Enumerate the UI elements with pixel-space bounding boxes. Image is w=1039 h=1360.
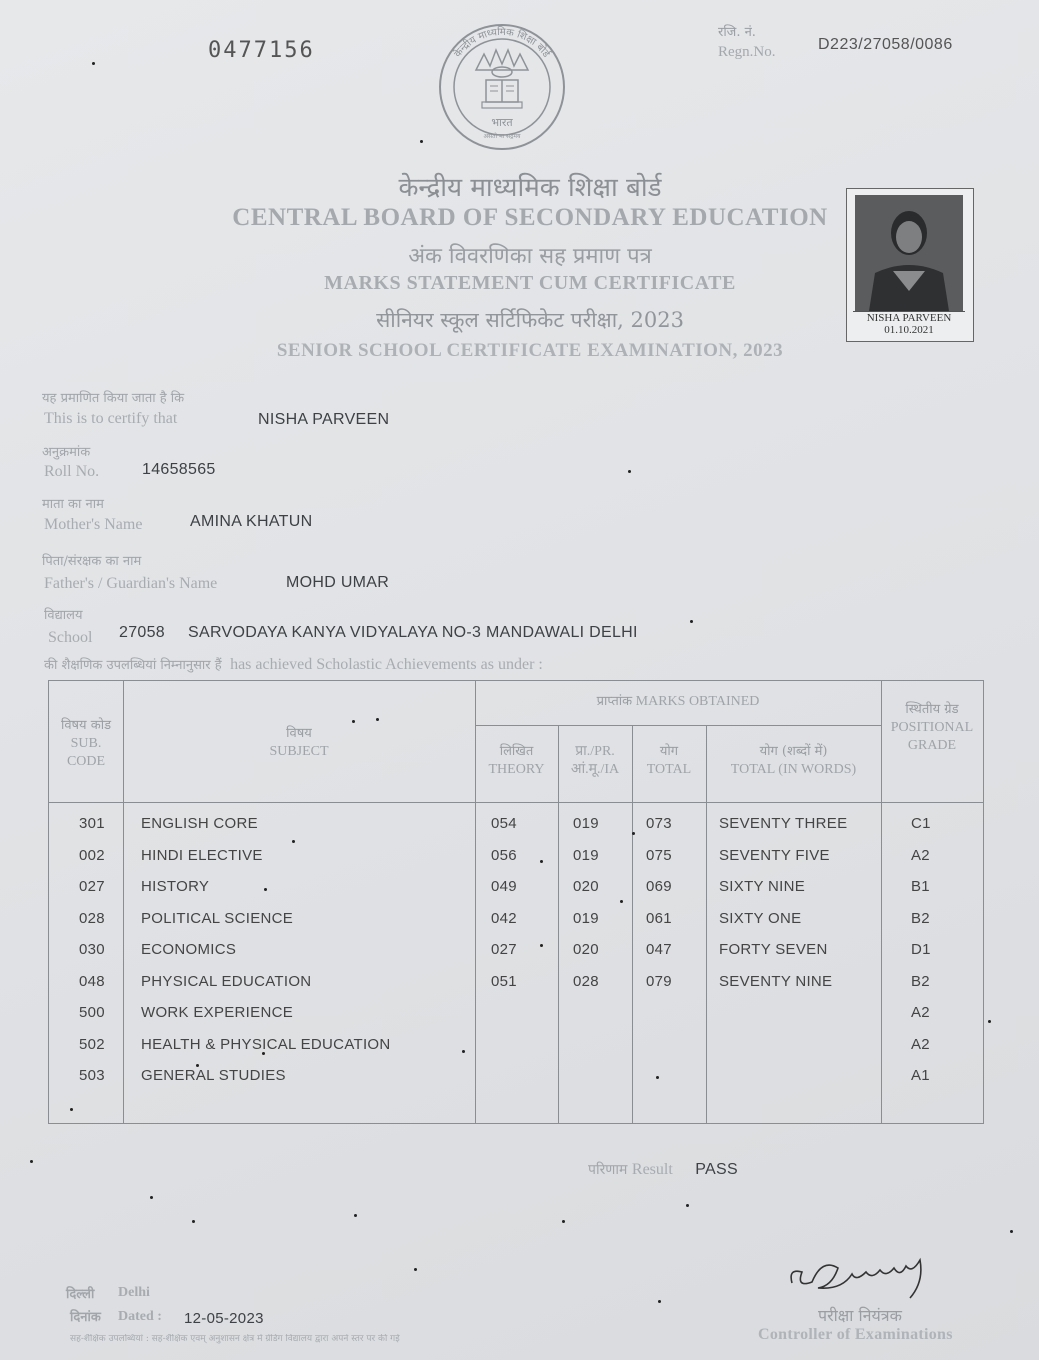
roll-number: 14658565: [142, 461, 216, 478]
photo-date: 01.10.2021: [884, 324, 934, 336]
cell-theory: 049: [491, 878, 517, 895]
cell-total: 047: [646, 941, 672, 958]
controller-signature: [782, 1238, 952, 1308]
svg-text:भारत: भारत: [491, 116, 513, 129]
speck: [658, 1300, 661, 1303]
speck: [686, 1204, 689, 1207]
cell-subject: HEALTH & PHYSICAL EDUCATION: [141, 1035, 391, 1053]
mother-label: Mother's Name: [44, 516, 143, 533]
speck: [352, 720, 355, 723]
speck: [92, 62, 95, 65]
header-subject: विषय SUBJECT: [269, 726, 329, 759]
speck: [562, 1220, 565, 1223]
cell-subject: PHYSICAL EDUCATION: [141, 972, 312, 990]
student-photo: [846, 188, 974, 342]
speck: [292, 840, 295, 843]
dated-label-hindi: दिनांक: [70, 1310, 101, 1325]
cell-code: 503: [79, 1067, 105, 1084]
cell-practical: 019: [573, 909, 599, 927]
roll-label: Roll No.: [44, 463, 100, 480]
roll-label-hindi: अनुक्रमांक: [42, 445, 91, 460]
speck: [1010, 1230, 1013, 1233]
cell-grade: A2: [911, 846, 930, 864]
speck: [540, 860, 543, 863]
cell-words: SIXTY ONE: [719, 909, 802, 927]
cell-subject: GENERAL STUDIES: [141, 1067, 286, 1084]
cell-grade: B2: [911, 972, 930, 990]
cell-theory: 042: [491, 909, 517, 927]
speck: [988, 1020, 991, 1023]
cell-practical: 020: [573, 878, 599, 895]
issue-date: 12-05-2023: [184, 1310, 264, 1327]
registration-label-hindi: रजि. नं.: [718, 25, 756, 40]
result-label: Result: [631, 1161, 673, 1178]
speck: [192, 1220, 195, 1223]
cell-code: 030: [79, 941, 105, 958]
cell-theory: 056: [491, 846, 517, 864]
document-title-hindi: अंक विवरणिका सह प्रमाण पत्र: [408, 244, 652, 269]
cell-grade: B1: [911, 878, 930, 895]
dated-label: Dated :: [118, 1309, 162, 1324]
father-label: Father's / Guardian's Name: [44, 575, 218, 592]
photo-caption: [853, 311, 965, 336]
serial-number: 0477156: [208, 38, 315, 63]
cell-words: SEVENTY FIVE: [719, 846, 830, 864]
document-title: MARKS STATEMENT CUM CERTIFICATE: [324, 272, 736, 294]
portrait-image: [855, 195, 963, 311]
svg-text:केन्द्रीय माध्यमिक शिक्षा बोर्: केन्द्रीय माध्यमिक शिक्षा बोर्ड: [452, 26, 552, 60]
cell-total: 075: [646, 846, 672, 864]
header-positional-grade: स्थितीय ग्रेड POSITIONAL GRADE: [890, 702, 974, 753]
school-label: School: [48, 629, 93, 646]
cell-code: 028: [79, 909, 105, 927]
cell-grade: A2: [911, 1035, 930, 1053]
board-name-hindi: केन्द्रीय माध्यमिक शिक्षा बोर्ड: [398, 173, 662, 203]
cell-grade: D1: [911, 941, 931, 958]
cell-grade: A1: [911, 1067, 930, 1084]
header-total: योग TOTAL: [646, 744, 692, 777]
result-row: [588, 1160, 738, 1179]
exam-title: SENIOR SCHOOL CERTIFICATE EXAMINATION, 2023: [276, 340, 784, 361]
cell-subject: HINDI ELECTIVE: [141, 846, 263, 864]
speck: [420, 140, 423, 143]
photo-name: NISHA PARVEEN: [866, 312, 952, 324]
result-value: PASS: [695, 1161, 738, 1178]
controller-label: Controller of Examinations: [758, 1326, 953, 1343]
cell-theory: 027: [491, 941, 517, 958]
speck: [196, 1064, 199, 1067]
speck: [70, 1108, 73, 1111]
registration-number: D223/27058/0086: [818, 36, 953, 53]
certify-label-hindi: यह प्रमाणित किया जाता है कि: [42, 391, 185, 406]
father-label-hindi: पिता/संरक्षक का नाम: [42, 554, 142, 569]
cell-theory: 054: [491, 815, 517, 832]
cell-code: 002: [79, 846, 105, 864]
father-name: MOHD UMAR: [286, 574, 390, 591]
cell-subject: HISTORY: [141, 878, 210, 895]
achievements-intro-hindi: की शैक्षणिक उपलब्धियां निम्नानुसार हैं: [44, 658, 222, 673]
cell-theory: 051: [491, 972, 517, 990]
controller-label-hindi: परीक्षा नियंत्रक: [818, 1306, 902, 1325]
certify-label: This is to certify that: [44, 410, 178, 427]
cell-total: 061: [646, 909, 672, 927]
cell-words: FORTY SEVEN: [719, 941, 828, 958]
mother-name: AMINA KHATUN: [190, 513, 313, 530]
cell-words: SEVENTY THREE: [719, 815, 848, 832]
header-marks-obtained: प्राप्तांक MARKS OBTAINED: [596, 694, 760, 709]
exam-title-hindi: सीनियर स्कूल सर्टिफिकेट परीक्षा, 2023: [376, 308, 684, 332]
header-sub-code: विषय कोड SUB. CODE: [60, 718, 112, 769]
cell-subject: ENGLISH CORE: [141, 815, 258, 832]
speck: [376, 718, 379, 721]
cell-total: 069: [646, 878, 672, 895]
achievements-intro: [44, 655, 543, 674]
achievements-intro-english: has achieved Scholastic Achievements as under :: [230, 656, 543, 673]
cell-code: 500: [79, 1004, 105, 1021]
school-name: SARVODAYA KANYA VIDYALAYA NO-3 MANDAWALI DELHI: [188, 624, 638, 641]
header-practical: प्रा./PR. आं.मू./IA: [570, 744, 620, 777]
cell-code: 048: [79, 972, 105, 990]
speck: [540, 944, 543, 947]
mother-label-hindi: माता का नाम: [42, 497, 104, 512]
cbse-seal-icon: [436, 22, 568, 152]
cell-subject: ECONOMICS: [141, 941, 237, 958]
cell-practical: 020: [573, 941, 599, 958]
speck: [414, 1268, 417, 1271]
speck: [262, 1052, 265, 1055]
result-label-hindi: परिणाम: [588, 1162, 628, 1178]
cell-words: SEVENTY NINE: [719, 972, 833, 990]
cell-grade: A2: [911, 1004, 930, 1021]
speck: [620, 900, 623, 903]
cell-grade: B2: [911, 909, 930, 927]
cell-code: 301: [79, 815, 105, 832]
cell-words: SIXTY NINE: [719, 878, 806, 895]
header-total-in-words: योग (शब्दों में) TOTAL (IN WORDS): [730, 744, 857, 777]
speck: [656, 1076, 659, 1079]
cell-practical: 028: [573, 972, 599, 990]
student-name: NISHA PARVEEN: [258, 411, 390, 428]
cell-subject: WORK EXPERIENCE: [141, 1004, 294, 1021]
speck: [30, 1160, 33, 1163]
speck: [632, 832, 635, 835]
school-label-hindi: विद्यालय: [44, 608, 83, 623]
speck: [628, 470, 631, 473]
speck: [690, 620, 693, 623]
board-name: CENTRAL BOARD OF SECONDARY EDUCATION: [232, 204, 828, 231]
place-label-hindi: दिल्ली: [66, 1287, 95, 1302]
cell-practical: 019: [573, 846, 599, 864]
cell-total: 079: [646, 972, 672, 990]
svg-text:असतो मा सद्गमय: असतो मा सद्गमय: [483, 133, 521, 140]
marks-table: [48, 680, 984, 1124]
speck: [462, 1050, 465, 1053]
speck: [354, 1214, 357, 1217]
cell-code: 027: [79, 878, 105, 895]
school-code: 27058: [119, 624, 165, 641]
registration-label: Regn.No.: [718, 44, 776, 60]
cell-code: 502: [79, 1035, 105, 1053]
cell-subject: POLITICAL SCIENCE: [141, 909, 294, 927]
footer-note: सह-शैक्षिक उपलब्धियां : सह-शैक्षिक एवम् अनुशासन क्षेत्र में ग्रेडिंग विद्यालय द्वारा अपने स्तर पर की गई: [70, 1334, 400, 1344]
cell-total: 073: [646, 815, 672, 832]
speck: [264, 888, 267, 891]
cell-grade: C1: [911, 815, 931, 832]
cell-practical: 019: [573, 815, 599, 832]
header-theory: लिखित THEORY: [488, 744, 545, 777]
place-label: Delhi: [118, 1285, 150, 1300]
speck: [150, 1196, 153, 1199]
